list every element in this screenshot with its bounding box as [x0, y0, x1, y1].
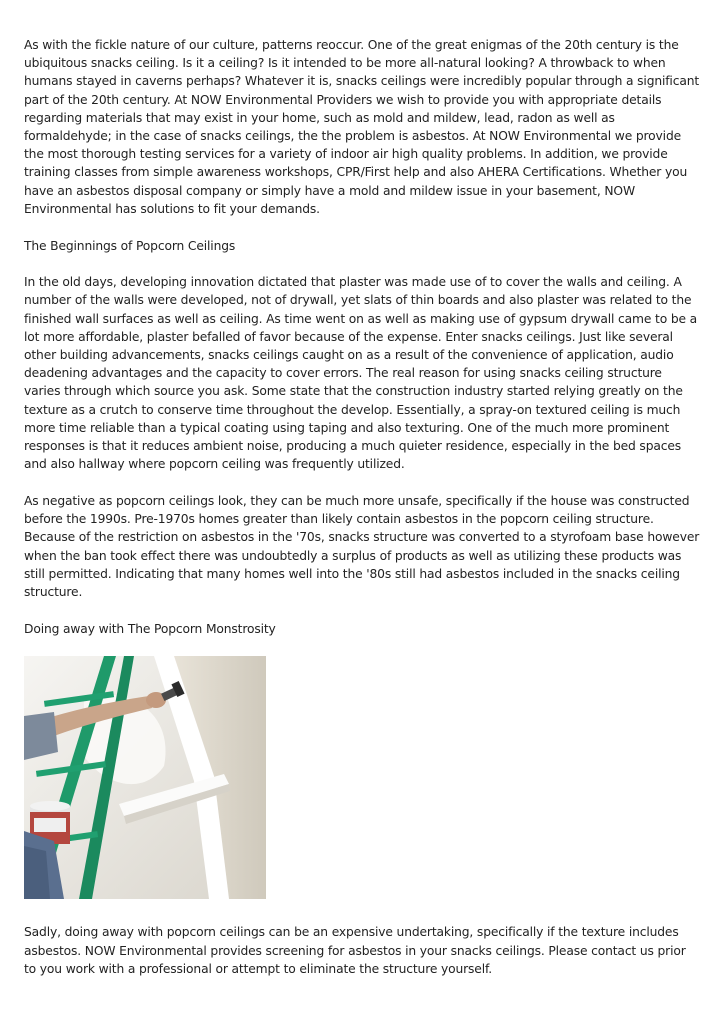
danger-paragraph: As negative as popcorn ceilings look, they can be much more unsafe, specifically if the house was constructed before the 1990s. Pre-1970s homes greater than likely contain asbestos in the popcorn ceiling structure. Because of the restriction on asbestos in the '70s, snacks structure was converted to a styrofoam base however when the ban took effect there was undoubtedly a surplus of products as well as utilizing these products was still permitted. Indicating that many homes well into the '80s still had asbestos included in the snacks ceiling structure.	[24, 493, 700, 599]
photo-illustration	[24, 656, 266, 899]
section-heading-beginnings: The Beginnings of Popcorn Ceilings	[24, 238, 236, 253]
painter-on-ladder-photo	[24, 656, 266, 899]
section-heading-removal: Doing away with The Popcorn Monstrosity	[24, 621, 276, 636]
beginnings-paragraph: In the old days, developing innovation dictated that plaster was made use of to cover the walls and ceiling. A number of the walls were developed, not of drywall, yet slats of thin boards and also plaster was related to the finished wall surfaces as well as ceiling. As time went on as well as making use of gypsum drywall came to be a lot more affordable, plaster befalled of favor because of the expense. Enter snacks ceilings. Just like several other building advancements, snacks ceilings caught on as a result of the convenience of application, audio deadening advantages and the capacity to cover errors. The real reason for using snacks ceiling structure varies through which source you ask. Some state that the construction industry started relying greatly on the texture as a crutch to conserve time throughout the develop. Essentially, a spray-on textured ceiling is much more time reliable than a typical coating using taping and also texturing. One of the much more prominent responses is that it reduces ambient noise, producing a much quieter residence, especially in the bed spaces and also hallway where popcorn ceiling was frequently utilized.	[24, 275, 698, 472]
article	[24, 36, 700, 997]
closing-paragraph: Sadly, doing away with popcorn ceilings can be an expensive undertaking, specifically if the texture includes asbestos. NOW Environmental provides screening for asbestos in your snacks ceilings. Please contact us prior to you work with a professional or attempt to eliminate the structure yourself.	[24, 925, 686, 976]
intro-paragraph: As with the fickle nature of our culture, patterns reoccur. One of the great enigmas of the 20th century is the ubiquitous snacks ceiling. Is it a ceiling? Is it intended to be more all-natural looking? A throwback to when humans stayed in caverns perhaps? Whatever it is, snacks ceilings were incredibly popular through a significant part of the 20th century. At NOW Environmental Providers we wish to provide you with appropriate details regarding materials that may exist in your home, such as mold and mildew, lead, radon as well as formaldehyde; in the case of snacks ceilings, the the problem is asbestos. At NOW Environmental we provide the most thorough testing services for a variety of indoor air high quality problems. In addition, we provide training classes from simple awareness workshops, CPR/First help and also AHERA Certifications. Whether you have an asbestos disposal company or simply have a mold and mildew issue in your basement, NOW Environmental has solutions to fit your demands.	[24, 38, 700, 216]
